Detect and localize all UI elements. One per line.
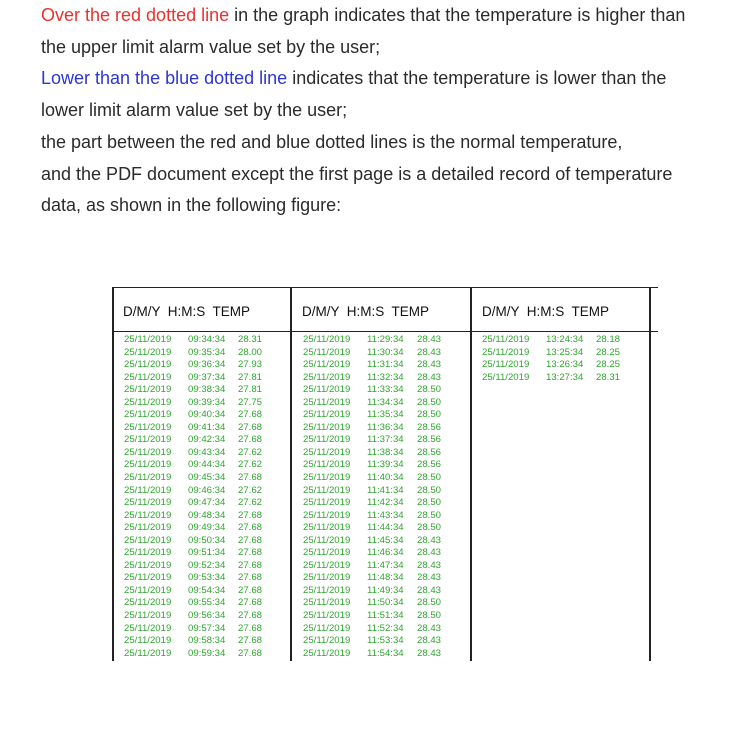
record-date: 25/11/2019 (303, 359, 351, 371)
record-date: 25/11/2019 (124, 459, 172, 471)
record-temp: 28.25 (596, 359, 621, 371)
record-date: 25/11/2019 (124, 559, 172, 571)
record-time: 11:29:34 (367, 334, 404, 345)
record-date: 25/11/2019 (303, 472, 351, 484)
table-row (303, 623, 441, 636)
record-time: 09:38:34 (188, 384, 226, 396)
line-2: the upper limit alarm value set by the user; (41, 36, 381, 57)
table-row (303, 510, 441, 523)
table-row (124, 347, 262, 360)
record-column-1 (124, 334, 262, 660)
table-row (124, 434, 262, 447)
record-time: 11:42:34 (367, 497, 404, 509)
record-time: 13:26:34 (546, 359, 584, 371)
record-time: 09:43:34 (188, 446, 226, 458)
table-row (124, 397, 262, 410)
record-date: 25/11/2019 (124, 421, 172, 433)
line-3 (41, 63, 731, 95)
table-row (124, 372, 262, 385)
record-date: 25/11/2019 (124, 572, 172, 584)
record-date: 25/11/2019 (303, 635, 351, 647)
record-temp: 28.56 (417, 446, 442, 458)
record-temp: 27.68 (238, 434, 263, 446)
record-time: 09:36:34 (188, 359, 226, 371)
column-header-1: D/M/Y H:M:S TEMP (123, 304, 251, 319)
record-date: 25/11/2019 (482, 346, 530, 358)
record-temp: 28.50 (417, 409, 442, 421)
record-temp: 28.43 (417, 534, 442, 546)
record-temp: 28.50 (417, 610, 442, 622)
table-row (124, 472, 262, 485)
record-date: 25/11/2019 (303, 572, 351, 584)
temperature-record-table (112, 287, 658, 667)
record-time: 11:31:34 (367, 359, 404, 371)
table-row (303, 422, 441, 435)
table-row (124, 522, 262, 535)
record-temp: 27.68 (238, 534, 263, 546)
record-time: 09:34:34 (188, 334, 226, 345)
record-temp: 28.18 (596, 334, 621, 345)
record-time: 09:50:34 (188, 534, 226, 546)
record-date: 25/11/2019 (303, 396, 351, 408)
record-time: 11:49:34 (367, 584, 404, 596)
record-date: 25/11/2019 (124, 522, 172, 534)
record-temp: 28.43 (417, 559, 442, 571)
record-date: 25/11/2019 (124, 547, 172, 559)
record-date: 25/11/2019 (124, 484, 172, 496)
record-column-3 (482, 334, 620, 384)
record-temp: 28.50 (417, 597, 442, 609)
record-time: 09:56:34 (188, 610, 226, 622)
record-temp: 28.31 (238, 334, 263, 345)
record-time: 09:48:34 (188, 509, 226, 521)
table-row (303, 560, 441, 573)
table-row (303, 522, 441, 535)
table-row (124, 623, 262, 636)
record-date: 25/11/2019 (482, 334, 530, 345)
line-5: the part between the red and blue dotted lines is the normal temperature, (41, 131, 623, 152)
record-temp: 27.75 (238, 396, 263, 408)
record-date: 25/11/2019 (303, 371, 351, 383)
record-date: 25/11/2019 (482, 371, 530, 383)
record-time: 09:35:34 (188, 346, 226, 358)
table-row (124, 447, 262, 460)
table-row (124, 485, 262, 498)
table-row (124, 560, 262, 573)
record-time: 09:47:34 (188, 497, 226, 509)
table-row (482, 359, 620, 372)
column-divider (112, 287, 114, 667)
blue-line-phrase: Lower than the blue dotted line (41, 68, 288, 89)
record-date: 25/11/2019 (124, 635, 172, 647)
table-row (303, 397, 441, 410)
table-row (124, 597, 262, 610)
record-date: 25/11/2019 (124, 384, 172, 396)
record-time: 11:54:34 (367, 647, 404, 659)
record-date: 25/11/2019 (303, 647, 351, 659)
record-temp: 27.68 (238, 559, 263, 571)
record-time: 11:47:34 (367, 559, 404, 571)
record-time: 11:40:34 (367, 472, 404, 484)
record-time: 11:43:34 (367, 509, 404, 521)
record-temp: 27.68 (238, 409, 263, 421)
record-date: 25/11/2019 (124, 647, 172, 659)
record-date: 25/11/2019 (303, 334, 351, 345)
table-row (124, 334, 262, 347)
record-time: 09:41:34 (188, 421, 226, 433)
column-divider (470, 287, 472, 667)
table-row (303, 610, 441, 623)
table-row (124, 648, 262, 661)
record-time: 11:38:34 (367, 446, 404, 458)
column-divider (649, 287, 651, 667)
record-temp: 27.68 (238, 622, 263, 634)
record-date: 25/11/2019 (124, 534, 172, 546)
record-date: 25/11/2019 (303, 409, 351, 421)
record-temp: 27.62 (238, 497, 263, 509)
record-temp: 27.68 (238, 547, 263, 559)
record-time: 09:51:34 (188, 547, 226, 559)
record-temp: 28.43 (417, 359, 442, 371)
record-temp: 27.62 (238, 484, 263, 496)
record-time: 09:44:34 (188, 459, 226, 471)
record-temp: 28.50 (417, 396, 442, 408)
table-row (303, 547, 441, 560)
record-temp: 27.62 (238, 446, 263, 458)
record-column-2 (303, 334, 441, 660)
record-temp: 28.50 (417, 472, 442, 484)
table-row (482, 347, 620, 360)
record-time: 11:50:34 (367, 597, 404, 609)
record-date: 25/11/2019 (303, 584, 351, 596)
record-date: 25/11/2019 (303, 421, 351, 433)
record-temp: 28.43 (417, 572, 442, 584)
table-row (303, 434, 441, 447)
record-time: 09:39:34 (188, 396, 226, 408)
table-row (303, 535, 441, 548)
record-date: 25/11/2019 (303, 446, 351, 458)
red-line-phrase: Over the red dotted line (41, 5, 230, 25)
record-date: 25/11/2019 (303, 610, 351, 622)
record-date: 25/11/2019 (124, 371, 172, 383)
table-row (124, 359, 262, 372)
record-date: 25/11/2019 (303, 534, 351, 546)
line-3-rest: indicates that the temperature is lower than the (287, 68, 667, 89)
record-temp: 27.68 (238, 597, 263, 609)
record-time: 11:51:34 (367, 610, 404, 622)
record-temp: 28.43 (417, 371, 442, 383)
table-row (124, 384, 262, 397)
page-cutoff (112, 661, 658, 667)
record-time: 09:59:34 (188, 647, 226, 659)
table-row (124, 635, 262, 648)
record-time: 09:58:34 (188, 635, 226, 647)
record-temp: 28.56 (417, 421, 442, 433)
table-row (124, 497, 262, 510)
record-date: 25/11/2019 (124, 409, 172, 421)
record-time: 11:30:34 (367, 346, 404, 358)
record-date: 25/11/2019 (124, 359, 172, 371)
record-temp: 27.68 (238, 522, 263, 534)
record-time: 11:37:34 (367, 434, 404, 446)
record-date: 25/11/2019 (303, 484, 351, 496)
column-header-3: D/M/Y H:M:S TEMP (482, 304, 610, 319)
record-date: 25/11/2019 (303, 497, 351, 509)
table-row (303, 384, 441, 397)
record-date: 25/11/2019 (303, 434, 351, 446)
table-row (303, 648, 441, 661)
record-time: 13:27:34 (546, 371, 584, 383)
record-date: 25/11/2019 (124, 434, 172, 446)
record-time: 11:45:34 (367, 534, 404, 546)
record-temp: 27.68 (238, 472, 263, 484)
record-temp: 28.43 (417, 346, 442, 358)
record-date: 25/11/2019 (482, 359, 530, 371)
record-temp: 27.68 (238, 572, 263, 584)
table-row (303, 635, 441, 648)
record-date: 25/11/2019 (124, 334, 172, 345)
record-date: 25/11/2019 (303, 547, 351, 559)
record-date: 25/11/2019 (124, 584, 172, 596)
line-1-rest: in the graph indicates that the temperature is higher than (229, 5, 686, 25)
table-row (124, 585, 262, 598)
record-time: 11:36:34 (367, 421, 404, 433)
table-row (482, 334, 620, 347)
record-date: 25/11/2019 (124, 446, 172, 458)
table-row (303, 334, 441, 347)
table-row (124, 572, 262, 585)
line-1 (41, 0, 731, 32)
record-temp: 28.56 (417, 459, 442, 471)
table-row (303, 372, 441, 385)
table-row (124, 459, 262, 472)
record-temp: 27.68 (238, 635, 263, 647)
record-temp: 28.43 (417, 334, 442, 345)
record-time: 11:52:34 (367, 622, 404, 634)
table-row (303, 485, 441, 498)
description-text (41, 0, 731, 222)
record-temp: 28.50 (417, 509, 442, 521)
record-temp: 28.43 (417, 622, 442, 634)
record-temp: 28.00 (238, 346, 263, 358)
record-time: 11:33:34 (367, 384, 404, 396)
record-time: 11:44:34 (367, 522, 404, 534)
record-time: 13:24:34 (546, 334, 584, 345)
record-time: 09:42:34 (188, 434, 226, 446)
record-temp: 27.81 (238, 371, 263, 383)
record-temp: 28.43 (417, 635, 442, 647)
record-temp: 27.81 (238, 384, 263, 396)
record-time: 09:49:34 (188, 522, 226, 534)
record-date: 25/11/2019 (303, 559, 351, 571)
table-row (303, 347, 441, 360)
record-time: 09:52:34 (188, 559, 226, 571)
table-row (303, 447, 441, 460)
table-row (303, 359, 441, 372)
table-row (303, 597, 441, 610)
table-row (124, 535, 262, 548)
record-time: 11:35:34 (367, 409, 404, 421)
record-time: 09:57:34 (188, 622, 226, 634)
record-date: 25/11/2019 (303, 459, 351, 471)
record-date: 25/11/2019 (124, 346, 172, 358)
record-date: 25/11/2019 (124, 622, 172, 634)
record-time: 09:37:34 (188, 371, 226, 383)
column-header-2: D/M/Y H:M:S TEMP (302, 304, 430, 319)
record-temp: 27.68 (238, 610, 263, 622)
table-row (124, 547, 262, 560)
record-time: 09:45:34 (188, 472, 226, 484)
table-row (303, 572, 441, 585)
table-row (482, 372, 620, 385)
column-divider (290, 287, 292, 667)
record-date: 25/11/2019 (303, 384, 351, 396)
record-date: 25/11/2019 (303, 509, 351, 521)
record-temp: 27.68 (238, 421, 263, 433)
record-date: 25/11/2019 (303, 597, 351, 609)
table-row (124, 409, 262, 422)
record-time: 13:25:34 (546, 346, 584, 358)
record-time: 09:46:34 (188, 484, 226, 496)
record-temp: 28.50 (417, 522, 442, 534)
table-row (303, 472, 441, 485)
table-row (303, 459, 441, 472)
record-time: 09:40:34 (188, 409, 226, 421)
line-4: lower limit alarm value set by the user; (41, 100, 348, 121)
record-temp: 27.68 (238, 647, 263, 659)
table-row (303, 585, 441, 598)
record-date: 25/11/2019 (303, 622, 351, 634)
record-temp: 28.31 (596, 371, 621, 383)
record-date: 25/11/2019 (124, 509, 172, 521)
record-date: 25/11/2019 (303, 346, 351, 358)
record-temp: 28.50 (417, 384, 442, 396)
record-time: 09:54:34 (188, 584, 226, 596)
record-temp: 28.56 (417, 434, 442, 446)
record-time: 09:55:34 (188, 597, 226, 609)
record-time: 11:39:34 (367, 459, 404, 471)
record-temp: 28.50 (417, 484, 442, 496)
record-time: 11:41:34 (367, 484, 404, 496)
line-7: data, as shown in the following figure: (41, 195, 342, 216)
record-time: 11:53:34 (367, 635, 404, 647)
table-row (124, 610, 262, 623)
record-temp: 28.25 (596, 346, 621, 358)
record-time: 11:46:34 (367, 547, 404, 559)
record-temp: 27.93 (238, 359, 263, 371)
record-temp: 28.43 (417, 584, 442, 596)
record-date: 25/11/2019 (124, 396, 172, 408)
table-row (124, 510, 262, 523)
table-row (124, 422, 262, 435)
record-temp: 27.68 (238, 584, 263, 596)
record-temp: 28.50 (417, 497, 442, 509)
record-date: 25/11/2019 (303, 522, 351, 534)
record-time: 09:53:34 (188, 572, 226, 584)
record-time: 11:32:34 (367, 371, 404, 383)
record-date: 25/11/2019 (124, 497, 172, 509)
record-date: 25/11/2019 (124, 597, 172, 609)
record-temp: 28.43 (417, 647, 442, 659)
table-row (303, 409, 441, 422)
record-temp: 27.62 (238, 459, 263, 471)
record-time: 11:48:34 (367, 572, 404, 584)
record-temp: 27.68 (238, 509, 263, 521)
record-temp: 28.43 (417, 547, 442, 559)
record-date: 25/11/2019 (124, 610, 172, 622)
line-6: and the PDF document except the first page is a detailed record of temperature (41, 163, 673, 184)
record-date: 25/11/2019 (124, 472, 172, 484)
table-row (303, 497, 441, 510)
record-time: 11:34:34 (367, 396, 404, 408)
